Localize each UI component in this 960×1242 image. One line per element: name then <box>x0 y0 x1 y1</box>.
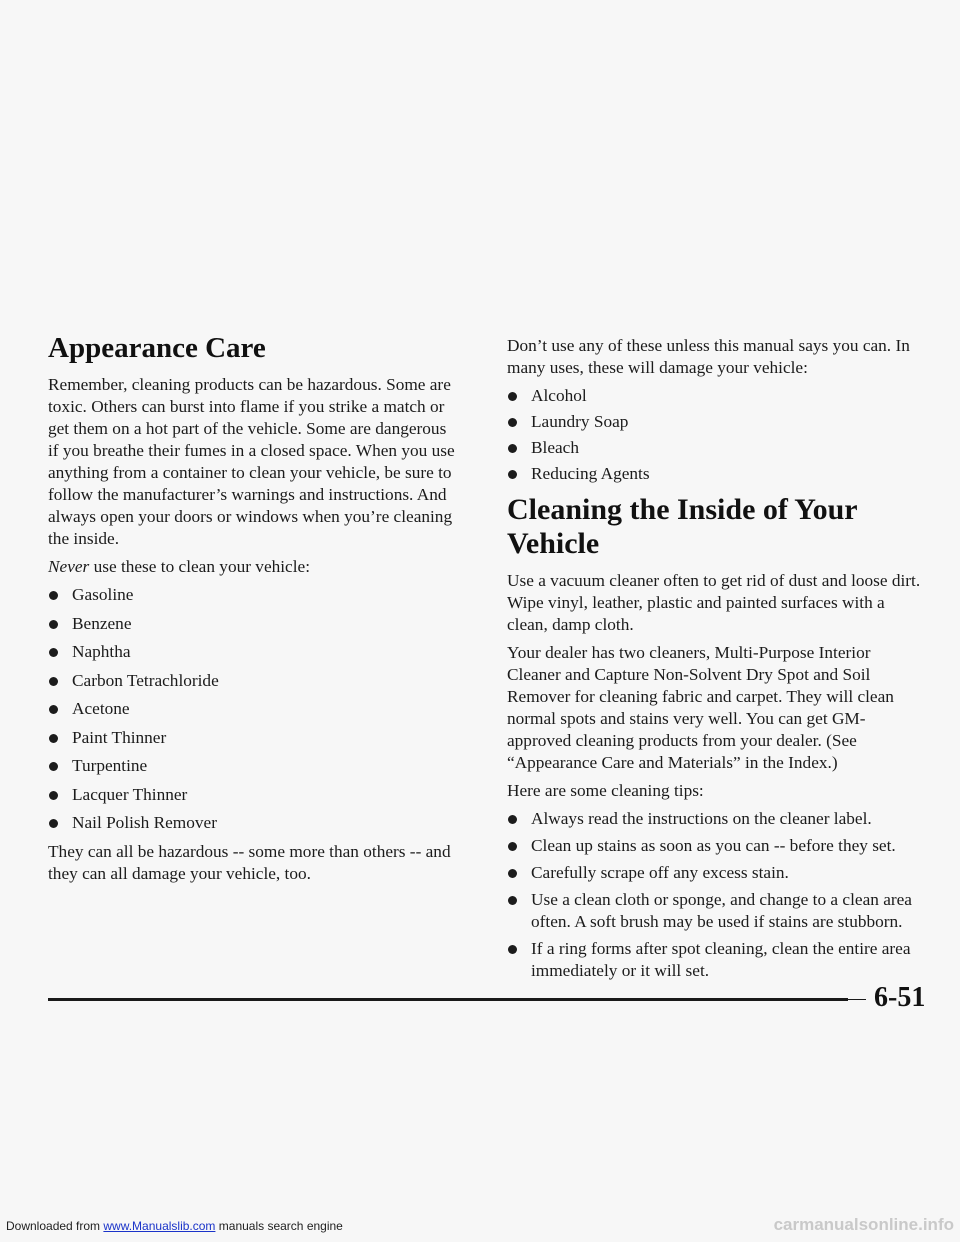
list-item: Reducing Agents <box>507 463 927 485</box>
bullet-icon <box>49 734 58 743</box>
hazard-closing: They can all be hazardous -- some more than others -- and they can all damage your vehicle, too. <box>48 841 451 883</box>
list-item: Gasoline <box>48 584 458 606</box>
bullet-icon <box>49 819 58 828</box>
site-watermark: carmanualsonline.info <box>773 1215 954 1234</box>
bullet-icon <box>508 842 517 851</box>
list-item: Always read the instructions on the cleaner label. <box>507 808 927 830</box>
bullet-icon <box>508 896 517 905</box>
left-column <box>48 332 458 891</box>
list-item: Nail Polish Remover <box>48 812 458 834</box>
bullet-icon <box>49 591 58 600</box>
bullet-icon <box>508 470 517 479</box>
bullet-icon <box>49 677 58 686</box>
list-item: Lacquer Thinner <box>48 784 458 806</box>
list-item: Clean up stains as soon as you can -- before they set. <box>507 835 927 857</box>
list-item: Turpentine <box>48 755 458 777</box>
tips-intro: Here are some cleaning tips: <box>507 781 704 800</box>
list-item: Paint Thinner <box>48 727 458 749</box>
manualslib-link[interactable]: www.Manualslib.com <box>103 1219 216 1233</box>
list-item: Bleach <box>507 437 927 459</box>
bullet-icon <box>508 444 517 453</box>
vacuum-paragraph: Use a vacuum cleaner often to get rid of dust and loose dirt. Wipe vinyl, leather, plastic and painted surfaces with a clean, damp cloth. <box>507 571 921 634</box>
appearance-care-intro: Remember, cleaning products can be hazardous. Some are toxic. Others can burst into flame if you strike a match or get them on a hot part of the vehicle. Some are dangerous if you breathe their fumes in a closed space. When you use anything from a container to clean your vehicle, be sure to follow the manufacturer’s warnings and instructions. And always open your doors or windows when you’re cleaning the inside. <box>48 375 455 548</box>
bullet-icon <box>49 705 58 714</box>
page-number: 6-51 <box>874 982 926 1013</box>
right-column <box>507 335 927 988</box>
list-item: Use a clean cloth or sponge, and change to a clean area often. A soft brush may be used if stains are stubborn. <box>507 889 927 933</box>
cleaning-inside-heading: Cleaning the Inside of Your Vehicle <box>507 493 858 560</box>
never-word: Never <box>48 557 90 576</box>
footer-rule-tail <box>848 999 866 1000</box>
never-use-intro <box>48 556 458 578</box>
damage-list <box>507 385 927 485</box>
list-item: Carbon Tetrachloride <box>48 670 458 692</box>
damage-warning: Don’t use any of these unless this manual says you can. In many uses, these will damage your vehicle: <box>507 336 910 377</box>
list-item: If a ring forms after spot cleaning, clean the entire area immediately or it will set. <box>507 938 927 982</box>
footer-rule <box>48 998 848 1001</box>
appearance-care-heading: Appearance Care <box>48 332 266 364</box>
list-item: Naphtha <box>48 641 458 663</box>
list-item: Alcohol <box>507 385 927 407</box>
bullet-icon <box>49 648 58 657</box>
download-footer <box>6 1218 343 1234</box>
bullet-icon <box>508 418 517 427</box>
never-use-text: use these to clean your vehicle: <box>89 557 310 576</box>
list-item: Laundry Soap <box>507 411 927 433</box>
footer-suffix: manuals search engine <box>215 1219 343 1233</box>
bullet-icon <box>508 815 517 824</box>
bullet-icon <box>49 762 58 771</box>
list-item: Acetone <box>48 698 458 720</box>
bullet-icon <box>508 392 517 401</box>
bullet-icon <box>49 620 58 629</box>
list-item: Carefully scrape off any excess stain. <box>507 862 927 884</box>
list-item: Benzene <box>48 613 458 635</box>
bullet-icon <box>508 945 517 954</box>
bullet-icon <box>508 869 517 878</box>
footer-prefix: Downloaded from <box>6 1219 104 1233</box>
cleaning-tips-list <box>507 808 927 982</box>
never-use-list <box>48 584 458 834</box>
bullet-icon <box>49 791 58 800</box>
dealer-cleaners-paragraph: Your dealer has two cleaners, Multi-Purpose Interior Cleaner and Capture Non-Solvent Dry Spot and Soil Remover for cleaning fabric and carpet. They will clean normal spots and stains very well. You can get GM-approved cleaning products from your dealer. (See “Appearance Care and Materials” in the Index.) <box>507 643 894 772</box>
